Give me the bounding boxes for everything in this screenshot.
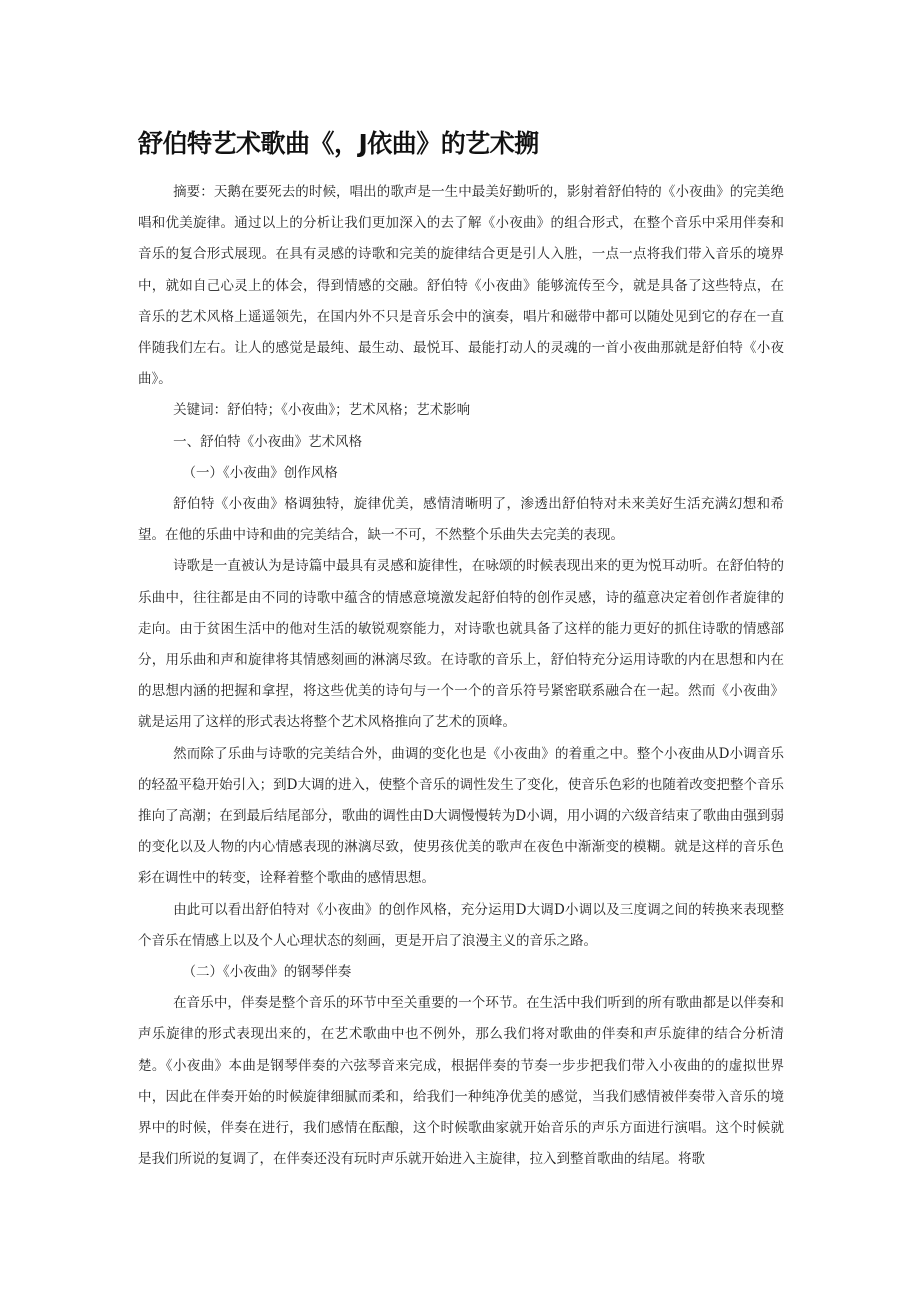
body-paragraph: 然而除了乐曲与诗歌的完美结合外，曲调的变化也是《小夜曲》的着重之中。整个小夜曲从D小调音乐的轻盈平稳开始引入；到D大调的进入，使整个音乐的调性发生了变化，使音乐色彩的也随着改变把整个音乐推向了高潮；在到最后结尾部分，歌曲的调性由D大调慢慢转为D小调，用小调的六级音结束了歌曲由强到弱的变化以及人物的内心情感表现的淋漓尽致，使男孩优美的歌声在夜色中渐渐变的模糊。就是这样的音乐色彩在调性中的转变，诠释着整个歌曲的感情思想。 (138, 745, 784, 887)
body-paragraph: 由此可以看出舒伯特对《小夜曲》的创作风格，充分运用D大调D小调以及三度调之间的转换来表现整个音乐在情感上以及个人心理状态的刻画，更是开启了浪漫主义的音乐之路。 (138, 901, 784, 949)
body-paragraph: 舒伯特《小夜曲》格调独特，旋律优美，感情清晰明了，渗透出舒伯特对未来美好生活充满幻想和希望。在他的乐曲中诗和曲的完美结合，缺一不可，不然整个乐曲失去完美的表现。 (138, 496, 784, 544)
subsection-heading-1: （一）《小夜曲》创作风格 (182, 464, 338, 481)
subsection-heading-2: （二）《小夜曲》的钢琴伴奏 (182, 964, 352, 981)
body-paragraph: 在音乐中，伴奏是整个音乐的环节中至关重要的一个环节。在生活中我们听到的所有歌曲都是以伴奏和声乐旋律的形式表现出来的，在艺术歌曲中也不例外，那么我们将对歌曲的伴奏和声乐旋律的结合分析清楚。《小夜曲》本曲是钢琴伴奏的六弦琴音来完成，根据伴奏的节奏一步步把我们带入小夜曲的的虚拟世界中，因此在伴奏开始的时候旋律细腻而柔和，给我们一种纯净优美的感觉，当我们感情被伴奏带入音乐的境界中的时候，伴奏在进行，我们感情在酝酿，这个时候歌曲家就开始音乐的声乐方面进行演唱。这个时候就是我们所说的复调了，在伴奏还没有玩时声乐就开始进入主旋律，拉入到整首歌曲的结尾。将歌 (138, 995, 784, 1168)
body-paragraph: 诗歌是一直被认为是诗篇中最具有灵感和旋律性，在咏颂的时候表现出来的更为悦耳动听。在舒伯特的乐曲中，往往都是由不同的诗歌中蕴含的情感意境激发起舒伯特的创作灵感，诗的蕴意决定着创作者旋律的走向。由于贫困生活中的他对生活的敏锐观察能力，对诗歌也就具备了这样的能力更好的抓住诗歌的情感部分，用乐曲和声和旋律将其情感刻画的淋漓尽致。在诗歌的音乐上，舒伯特充分运用诗歌的内在思想和内在的思想内涵的把握和拿捏，将这些优美的诗句与一个一个的音乐符号紧密联系融合在一起。然而《小夜曲》就是运用了这样的形式表达将整个艺术风格推向了艺术的顶峰。 (138, 558, 784, 731)
document-title: 舒伯特艺术歌曲《，J依曲》的艺术搠 (138, 129, 539, 158)
keywords-line: 关键词：舒伯特；《小夜曲》；艺术风格；艺术影响 (173, 402, 471, 419)
section-heading-1: 一、舒伯特《小夜曲》艺术风格 (173, 433, 363, 450)
document-body (138, 177, 784, 1176)
abstract-paragraph: 摘要：天鹅在要死去的时候，唱出的歌声是一生中最美好勤听的，影射着舒伯特的《小夜曲》的完美绝唱和优美旋律。通过以上的分析让我们更加深入的去了解《小夜曲》的组合形式，在整个音乐中采用伴奏和音乐的复合形式展现。在具有灵感的诗歌和完美的旋律结合更是引人入胜，一点一点将我们带入音乐的境界中，就如自己心灵上的体会，得到情感的交融。舒伯特《小夜曲》能够流传至今，就是具备了这些特点，在音乐的艺术风格上遥遥领先，在国内外不只是音乐会中的演奏，唱片和磁带中都可以随处见到它的存在一直伴随我们左右。让人的感觉是最纯、最生动、最悦耳、最能打动人的灵魂的一首小夜曲那就是舒伯特《小夜曲》。 (138, 184, 784, 388)
